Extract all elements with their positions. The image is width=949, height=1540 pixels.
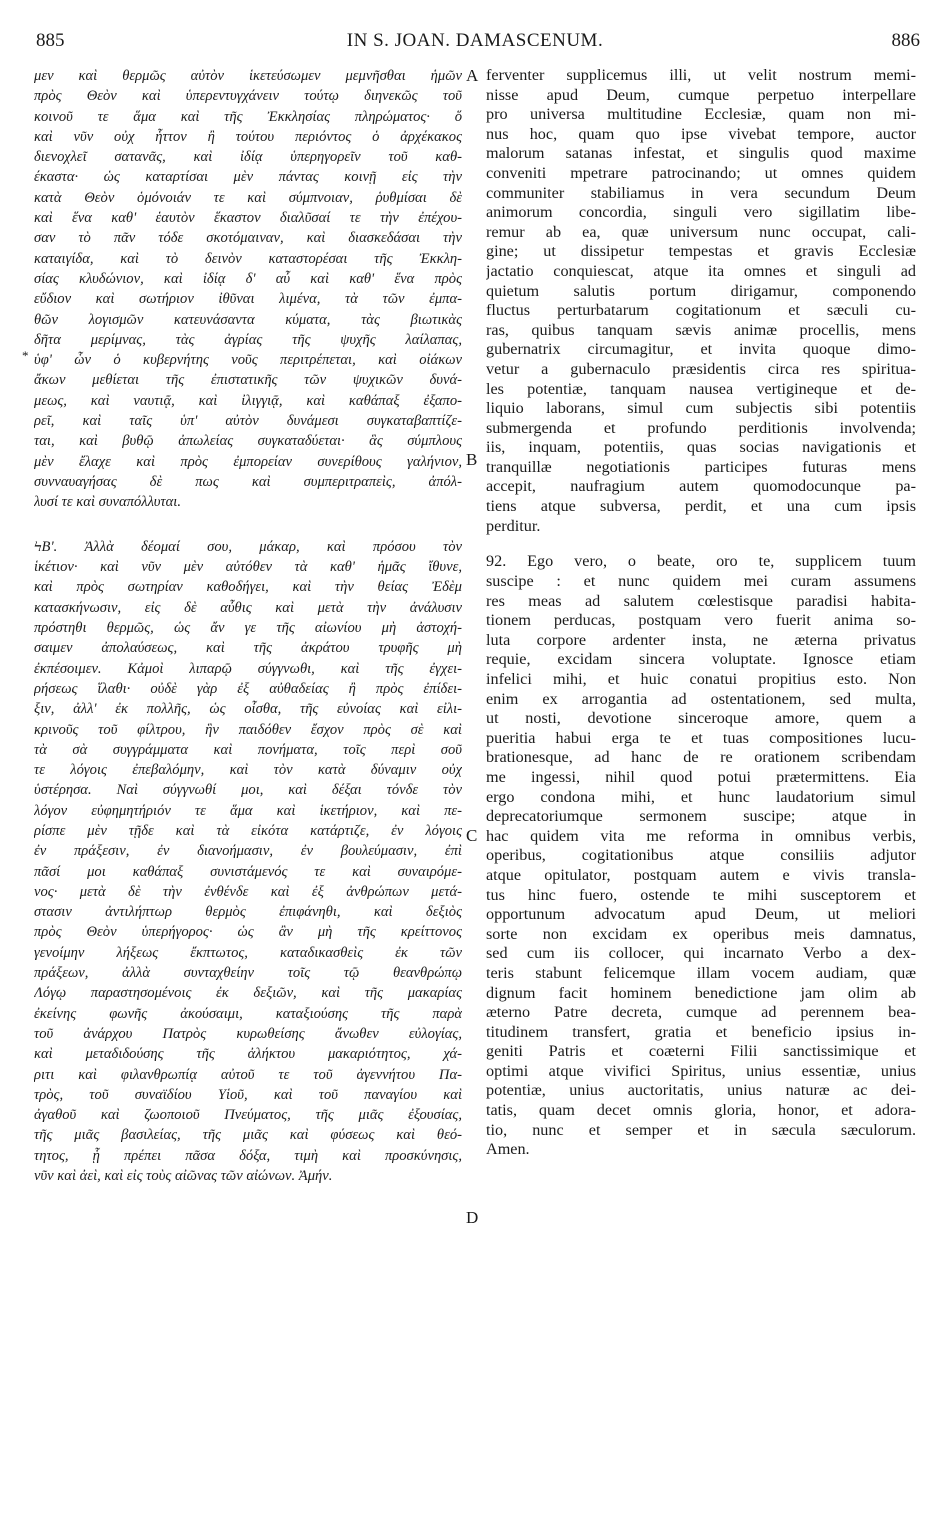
text-line: operibus, cogitationibus atque consiliis adjutor — [486, 846, 916, 865]
margin-marker-b: B — [466, 450, 478, 469]
text-line: perditur. — [486, 516, 541, 535]
text-line: vetur a gubernaculo præsidentis circa res spiritua- — [486, 359, 916, 378]
text-line: μεως, καὶ ναυτιᾷ, καὶ ἰλιγγιᾷ, καὶ καθάπαξ ἐξαπο- — [34, 392, 462, 409]
greek-column — [34, 66, 462, 1186]
text-line: ριτι καὶ φιλανθρωπίᾳ αὐτοῦ τε τοῦ ἀγεννήτου Πα- — [34, 1066, 462, 1083]
text-line: malorum satanas infestat, et singulis quod maxime — [486, 144, 916, 163]
text-line: hac quidem vita me reforma in omnibus verbis, — [486, 826, 916, 845]
text-line: στασιν ἀντιλήπτωρ θερμὸς ἐπιφάνηθι, καὶ δεξιὸς — [34, 904, 462, 921]
text-line: κατασκήνωσιν, εἰς δὲ αὖθις καὶ μετὰ τὴν ἀνάλυσιν — [34, 599, 462, 616]
text-line: tus hinc fuero, ostende te mihi susceptorem et — [486, 885, 916, 904]
text-line: brationesque, ad hanc de re orationem scribendam — [486, 748, 916, 767]
text-line: ἐν πράξεσιν, ἐν διανοήμασιν, ἐν βουλεύμασιν, ἐπὶ — [34, 843, 462, 860]
paragraph-gap — [34, 513, 462, 537]
text-line: opportunum advocatum apud Deum, ut meliori — [486, 905, 916, 924]
text-line: έκαστα· ὡς καταρτίσαι μὲν πάντας κοινῇ εἰς τὴν — [34, 169, 462, 186]
text-line: ἐκείνης φωνῆς ἀκούσαιμι, καταξιούσης τῆς παρὰ — [34, 1005, 462, 1022]
text-line: ferventer supplicemus illi, ut velit nostrum memi- — [486, 66, 916, 84]
text-line: ἐκπέσοιμεν. Κἀμοὶ λιπαρῷ σύγγνωθι, καὶ τῆς ἐγχει- — [34, 660, 462, 677]
text-line: gubernatrix circumagitur, et invita quoque dimo- — [486, 340, 916, 359]
margin-marker-a: A — [466, 66, 479, 85]
text-line: res meas ad salutem cœlestisque paradisi habita- — [486, 591, 916, 610]
text-line: λυσί τε καὶ συναπόλλυται. — [34, 494, 181, 511]
text-line: θῶν λογισμῶν κατευνάσαντα κύματα, τὰς βιωτικὰς — [34, 311, 462, 328]
text-line: ἀγαθοῦ καὶ ζωοποιοῦ Πνεύματος, τῆς μιᾶς ἐξουσίας, — [34, 1107, 462, 1124]
greek-paragraph-1 — [34, 66, 462, 513]
latin-paragraph-1 — [486, 66, 916, 536]
text-line: ρήσεως ἵλαθι· οὐδὲ γὰρ ἐξ αὐθαδείας ἢ πρὸς ἐπίδει- — [34, 680, 462, 697]
margin-marker-c: C — [466, 826, 478, 845]
text-line: tiens atque subversa, perdit, et una cum ipsis — [486, 497, 916, 516]
text-line: nisse apud Deum, cumque perpetuo interpellare — [486, 85, 916, 104]
text-line: ρεῖ, καὶ ταῖς ὑπ' αὐτὸν δυνάμεσι συγκαταβαπτίζε- — [34, 413, 462, 430]
text-line: νῦν καὶ ἀεὶ, καὶ εἰς τοὺς αἰῶνας τῶν αἰώνων. Ἀμήν. — [34, 1168, 333, 1185]
margin-asterisk: * — [22, 348, 29, 363]
text-line: ξιν, ἀλλ' ἐκ πολλῆς, ὡς οἶσθα, τῆς εὐνοίας καὶ εἰλι- — [34, 701, 462, 718]
text-line: potentiæ, unius auctoritatis, unius naturæ ac dei- — [486, 1081, 916, 1100]
text-line: πρὸς Θεὸν καὶ ὑπερεντυγχάνειν τούτῳ διηνεκῶς τοῦ — [34, 88, 462, 105]
text-line: ϞΒʹ. Ἀλλὰ δέομαί σου, μάκαρ, καὶ πρόσου τὸν — [34, 538, 462, 555]
text-line: διενοχλεῖ σατανᾶς, καὶ ἰδίᾳ ὑπερηγορεῖν τοῦ καθ- — [34, 149, 462, 166]
text-line: tatis, quam decet omnis gloria, honor, et adora- — [486, 1101, 916, 1120]
text-line: συνναυαγήσας δὲ πως καὶ συμπεριτραπεὶς, ἀπόλ- — [34, 473, 462, 490]
text-line: accepit, naufragium autem quomodocunque pa- — [486, 477, 916, 496]
text-line: νος· μετὰ δὲ τὴν ἐνθένδε καὶ ἐξ ἀνθρώπων μετά- — [34, 883, 462, 900]
text-line: requie, excidam sincera voluptate. Ignosce etiam — [486, 650, 916, 669]
text-line: dignum facit hominem benedictione jam olim ab — [486, 983, 916, 1002]
text-line: ὑστέρησα. Ναὶ σύγγνωθί μοι, καὶ δέξαι τόνδε τὸν — [34, 782, 462, 799]
text-line: liquio laborans, simul cum subjectis sibi potentiis — [486, 399, 916, 418]
margin-marker-d: D — [466, 1208, 479, 1227]
text-line: τῆς μιᾶς βασιλείας, τῆς μιᾶς καὶ φύσεως καὶ θεό- — [34, 1127, 462, 1144]
text-line: καὶ πρὸς σωτηρίαν καθοδήγει, καὶ τὴν θείας Ἐδὲμ — [34, 579, 462, 596]
text-line: δῆτα μερίμνας, τὰς ἀγρίας τῆς ψυχῆς λαίλαπας, — [34, 331, 462, 348]
text-line: conveniti mpetrare patrocinando; ut omnes quidem — [486, 163, 916, 182]
text-line: πᾶσί μοι καθάπαξ συνιστάμενός τε καὶ συναιρόμε- — [34, 863, 462, 880]
text-line: καὶ νῦν οὐχ ἧττον ἢ τούτου περιόντος ὁ ἀρχέκακος — [34, 128, 462, 145]
text-line: μὲν ἔλαχε καὶ πρὸς ἐμπορείαν συνερίθους γαλήνιον, — [34, 453, 462, 470]
text-line: ὑφ' ὧν ὁ κυβερνήτης νοῦς περιτρέπεται, καὶ οἰάκων — [34, 352, 462, 369]
text-line: κρινοῦς τοῦ φίλτρου, ἣν παιδόθεν ἔσχον πρὸς σὲ καὶ — [34, 721, 462, 738]
text-line: remur ab ea, quæ universum nunc occupat, cali- — [486, 222, 916, 241]
text-line: tionem perducas, postquam vero fuerit anima so- — [486, 611, 916, 630]
text-line: γενοίμην λήξεως ἔκπτωτος, καταδικασθεὶς ἐκ τῶν — [34, 944, 462, 961]
text-line: ut nosti, devotione sinceroque amore, quem a — [486, 709, 916, 728]
text-line: iis, inquam, potentiis, quas socias navigationis et — [486, 438, 916, 457]
text-line: les potentiæ, tanquam nausea vertigineque et de- — [486, 379, 916, 398]
text-line: deprecatoriumque sermonem suscipe; atque in — [486, 807, 916, 826]
text-line: 92. Ego vero, o beate, oro te, supplicem tuum — [486, 552, 916, 571]
text-line: τοῦ ἀνάρχου Πατρὸς κυρωθείσης ἄνωθεν εὐλογίας, — [34, 1025, 462, 1042]
text-line: κοινοῦ τε ἅμα καὶ τῆς Ἐκκλησίας πληρώματος· ὅ — [34, 108, 462, 125]
text-line: κατὰ Θεὸν ὁμόνοιάν τε καὶ σύμπνοιαν, ῥυθμίσαι δὲ — [34, 189, 462, 206]
text-line: titudinem transfert, gratia et beneficio ipsius in- — [486, 1022, 916, 1041]
text-line: geniti Patris et coæterni Filii sanctissimique et — [486, 1042, 916, 1061]
page-title: IN S. JOAN. DAMASCENUM. — [346, 30, 604, 51]
text-line: teris stabunt felicemque illam vocem audiam, quæ — [486, 963, 916, 982]
text-line: æterno Patre decreta, cumque ad perennem bea- — [486, 1003, 916, 1022]
text-line: enim ex arrogantia ad ostentationem, sed multa, — [486, 689, 916, 708]
text-line: pueritia habui erga te et tuas compositiones lucu- — [486, 728, 916, 747]
text-line: infelici mihi, et huic conatui propitius esto. Non — [486, 670, 916, 688]
text-line: tranquillæ negotiationis participes futuras mens — [486, 457, 916, 476]
text-line: ras, quibus tanquam sævis animæ procellis, mens — [486, 320, 916, 339]
text-line: ἱκέτιον· καὶ νῦν μὲν αὐτόθεν τὰ καθ' ἡμᾶς ἴθυνε, — [34, 559, 462, 576]
text-line: πράξεων, ἀλλὰ συνταχθείην τοῖς τῷ θεανθρώπῳ — [34, 965, 462, 982]
text-line: τρὸς, τοῦ συναϊδίου Υἱοῦ, καὶ τοῦ παναγίου καὶ — [34, 1086, 462, 1103]
text-line: σαν τὸ πᾶν τόδε σκοτόμαιναν, καὶ διασκεδάσαι τὴν — [34, 230, 462, 247]
text-line: animorum concordia, singuli vero sigillatim libe- — [486, 203, 916, 222]
text-line: ρίσπε μὲν τῇδε καὶ τὰ εἰκότα κατάρτιζε, ἐν λόγοις — [34, 822, 462, 839]
text-line: submergenda et profundo perditionis involvenda; — [486, 418, 916, 437]
text-line: πρὸς Θεὸν ὑπερήγορος· ὡς ἂν μὴ τῆς κρείττονος — [34, 924, 462, 941]
text-line: communiter stabiliamus in vera secundum Deum — [486, 183, 916, 202]
text-line: jactatio conquiescat, atque ita omnes et singuli ad — [486, 261, 916, 280]
text-line: μεν καὶ θερμῶς αὐτὸν ἱκετεύσωμεν μεμνῆσθαι ἡμῶν — [34, 68, 462, 84]
text-line: λόγον εὐφημητήριόν τε ἅμα καὶ ἱκετήριον, καὶ πε- — [34, 802, 462, 819]
text-line: ergo condona mihi, et hunc laudatorium simul — [486, 787, 916, 806]
text-line: quietum salutis portum dirigamur, componendo — [486, 281, 916, 300]
text-line: pro universa multitudine Ecclesiæ, quam non mi- — [486, 105, 916, 124]
text-line: luta corpore ardenter insta, ne æterna privatus — [486, 630, 916, 649]
text-line: atque opitulator, postquam autem e vivis transla- — [486, 865, 916, 884]
text-line: me ingessi, nihil quod potui prætermittens. Eia — [486, 767, 916, 786]
text-line: τὰ σὰ συγγράμματα καὶ πονήματα, τοῖς περὶ σοῦ — [34, 741, 462, 758]
page-number-right: 886 — [891, 30, 920, 51]
text-line: nus hoc, quam quo ipse vivebat tempore, auctor — [486, 124, 916, 143]
running-header — [30, 30, 920, 60]
text-line: ται, καὶ βυθῷ ἀπωλείας συγκαταδύεται· ἃς σύμπλους — [34, 433, 462, 450]
text-line: sorte non excidam ex operibus meis damnatus, — [486, 924, 916, 943]
text-line: Λόγῳ παραστησομένοις ἐκ δεξιῶν, καὶ τῆς μακαρίας — [34, 985, 462, 1002]
page-number-left: 885 — [36, 30, 65, 51]
text-line: καὶ ἕνα καθ' ἑαυτὸν ἕκαστον διαλῦσαί τε τὴν ἐπέχου- — [34, 210, 462, 227]
paragraph-gap — [486, 536, 916, 552]
greek-paragraph-2 — [34, 537, 462, 1187]
text-line: τητος, ᾗ πρέπει πᾶσα δόξα, τιμὴ καὶ προσκύνησις, — [34, 1147, 462, 1164]
text-line: suscipe : et nunc quidem mei curam assumens — [486, 572, 916, 591]
text-line: καταιγίδα, καὶ τὸ δεινὸν καταστορέσαι τῆς Ἐκκλη- — [34, 250, 462, 267]
text-line: tio, nunc et semper et in sæcula sæculorum. — [486, 1120, 916, 1139]
latin-column — [486, 66, 916, 1160]
text-line: σαιμεν ἀπολαύσεως, καὶ τῆς ἀκράτου τρυφῆς μὴ — [34, 640, 462, 657]
text-line: Amen. — [486, 1140, 530, 1159]
text-line: σίας κλυδώνιον, καὶ ἰδίᾳ δ' αὖ καὶ καθ' ἕνα πρὸς — [34, 270, 462, 287]
text-line: εὔδιον καὶ σωτήριον ἰθῦναι λιμένα, τὰ τῶν ἐμπα- — [34, 291, 462, 308]
text-line: sed cum iis collocer, qui incarnato Verbo a dex- — [486, 944, 916, 963]
text-line: ἄκων μεθίεται τῆς ἐπιστατικῆς τῶν ψυχικῶν δυνά- — [34, 372, 462, 389]
text-line: fluctus perturbatarum cogitationum et sæculi cu- — [486, 301, 916, 320]
text-line: καὶ μεταδιδούσης τῆς ἀλήκτου μακαριότητος, χά- — [34, 1046, 462, 1063]
text-line: gine; ut dissipetur tempestas et gravis Ecclesiæ — [486, 242, 916, 261]
text-line: τε λόγοις ἐπεβαλόμην, καὶ τὸν κατὰ δύναμιν οὐχ — [34, 762, 462, 779]
text-line: optimi atque vivifici Spiritus, unius essentiæ, unius — [486, 1061, 916, 1080]
latin-paragraph-2 — [486, 552, 916, 1159]
text-line: πρόστηθι θερμῶς, ὡς ἄν γε τῆς αἰωνίου μὴ ἀστοχή- — [34, 620, 462, 637]
